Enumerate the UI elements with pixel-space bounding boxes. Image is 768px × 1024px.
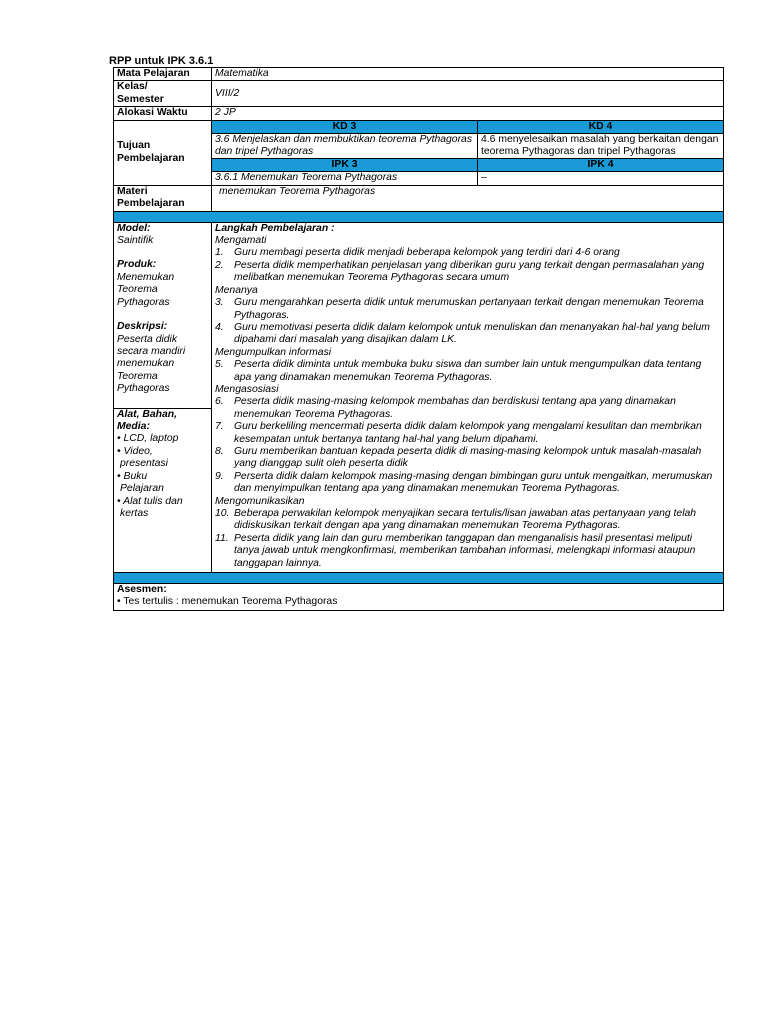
row-kegiatan (114, 222, 724, 572)
band-1 (114, 211, 724, 222)
step-item (215, 260, 720, 285)
alat-item: • Alat tulis dan (117, 495, 183, 507)
steps-list (215, 396, 720, 495)
phase-menanya: Menanya (215, 284, 258, 296)
step-number: 6. (215, 396, 224, 408)
langkah-heading: Langkah Pembelajaran : (215, 222, 335, 234)
deskripsi-label: Deskripsi: (117, 321, 168, 333)
ipk4-text: – (478, 172, 724, 185)
alat-item: Pelajaran (120, 483, 164, 495)
kd4-header: KD 4 (478, 120, 724, 133)
kelas-value: VIII/2 (212, 81, 724, 107)
row-mata-pelajaran (114, 68, 724, 81)
step-text: Guru mengarahkan peserta didik untuk merumuskan pertanyaan terkait dengan menemukan Teorema Pythagoras. (234, 297, 704, 321)
mapel-label: Mata Pelajaran (114, 68, 212, 81)
document-title: RPP untuk IPK 3.6.1 (109, 55, 214, 67)
materi-label (114, 185, 212, 211)
deskripsi-line: Pythagoras (117, 383, 170, 395)
step-number: 9. (215, 470, 224, 482)
step-text: Beberapa perwakilan kelompok menyajikan secara tertulis/lisan jawaban atas pertanyaan yang telah didiskusikan terkait dengan apa yang dinamakan menemukan Teorema Pythagoras. (234, 508, 697, 532)
deskripsi-line: Peserta didik (117, 333, 178, 345)
step-text: Guru berkeliling mencermati peserta didik dalam kelompok yang mengalami kesulitan dan membrikan kesempatan untuk bertanya tantang hal-hal yang belum dipahami. (234, 421, 702, 445)
step-item (215, 297, 720, 322)
step-number: 11. (215, 532, 229, 544)
alat-label-line1: Alat, Bahan, (117, 408, 178, 420)
alat-item: • Buku (117, 470, 148, 482)
alokasi-value: 2 JP (212, 107, 724, 120)
asesmen-label: Asesmen: (117, 584, 167, 596)
phase-mengumpulkan: Mengumpulkan informasi (215, 346, 332, 358)
steps-list (215, 247, 720, 284)
produk-line: Teorema (117, 284, 158, 296)
steps-list (215, 359, 720, 384)
deskripsi-line: Teorema (117, 370, 158, 382)
materi-label-line2: Pembelajaran (117, 198, 185, 210)
step-text: Guru membagi peserta didik menjadi beberapa kelompok yang terdiri dari 4-6 orang (234, 247, 620, 259)
kd3-text: 3.6 Menjelaskan dan membuktikan teorema Pythagoras dan tripel Pythagoras (212, 133, 478, 159)
kelas-label (114, 81, 212, 107)
band-2 (114, 573, 724, 584)
kelas-label-line1: Kelas/ (117, 81, 148, 93)
step-item (215, 322, 720, 347)
produk-label: Produk: (117, 259, 157, 271)
step-item (215, 421, 720, 446)
steps-list (215, 297, 720, 347)
tujuan-label (114, 120, 212, 185)
alat-label-line2: Media: (117, 421, 150, 433)
rpp-table (113, 67, 724, 611)
tujuan-label-line2: Pembelajaran (117, 152, 185, 164)
step-text: Guru memberikan bantuan kepada peserta didik di masing-masing kelompok untuk masalah-masalah yang dianggap sulit oleh peserta didik (234, 445, 702, 470)
steps-list (215, 508, 720, 570)
step-item (215, 471, 720, 496)
step-number: 10. (215, 508, 230, 519)
kd4-text: 4.6 menyelesaikan masalah yang berkaitan dengan teorema Pythagoras dan tripel Pythagoras (478, 133, 724, 159)
step-number: 1. (215, 247, 224, 259)
alat-block (114, 409, 211, 521)
produk-line: Menemukan (117, 271, 175, 283)
tujuan-label-line1: Tujuan (117, 140, 151, 152)
phase-mengasosiasi: Mengasosiasi (215, 383, 279, 395)
step-item (215, 508, 720, 533)
model-value: Saintifik (117, 235, 154, 247)
row-kelas (114, 81, 724, 107)
materi-label-line1: Materi (117, 185, 148, 197)
step-item (215, 247, 720, 259)
deskripsi-line: menemukan (117, 358, 175, 370)
alat-item: presentasi (120, 458, 168, 470)
step-number: 7. (215, 421, 224, 433)
row-asesmen (114, 584, 724, 611)
step-item (215, 359, 720, 384)
step-item (215, 533, 720, 570)
row-alokasi (114, 107, 724, 120)
step-text: Peserta didik masing-masing kelompok membahas dan berdiskusi tentang apa yang dinamakan menemukan Teorema Pythagoras. (234, 396, 676, 420)
section-band (114, 211, 724, 222)
step-number: 5. (215, 359, 224, 371)
materi-value: menemukan Teorema Pythagoras (212, 185, 724, 211)
phase-mengamati: Mengamati (215, 235, 267, 247)
asesmen-item: • Tes tertulis : menemukan Teorema Pythagoras (117, 596, 338, 608)
mapel-value: Matematika (212, 68, 724, 81)
step-text: Guru memotivasi peserta didik dalam kelompok untuk menuliskan dan menanyakan hal-hal yang belum dipahami dari masalah yang disajikan dalam LK. (234, 321, 710, 346)
row-tujuan-kd-header (114, 120, 724, 133)
step-text: Peserta didik yang lain dan guru memberikan tanggapan dan menganalisis hasil presentasi meliputi tanya jawab untuk mengkonfirmasi, memberikan tambahan informasi, melengkapi informasi ataupun tanggapan lainnya. (234, 532, 696, 569)
step-number: 4. (215, 321, 224, 333)
langkah-column (212, 222, 724, 572)
kelas-label-line2: Semester (117, 93, 164, 105)
model-label: Model: (117, 222, 151, 234)
model-block (114, 223, 211, 409)
step-item (215, 396, 720, 421)
step-number: 3. (215, 297, 224, 309)
deskripsi-line: secara mandiri (117, 345, 186, 357)
step-text: Perserta didik dalam kelompok masing-masing dengan bimbingan guru untuk mengaitkan, merumuskan dan menyimpulkan tentang apa yang dinamakan menemukan Teorema Pythagoras. (234, 470, 713, 495)
alokasi-label: Alokasi Waktu (114, 107, 212, 120)
produk-line: Pythagoras (117, 296, 170, 308)
step-number: 8. (215, 445, 224, 457)
row-materi (114, 185, 724, 211)
section-band (114, 573, 724, 584)
ipk3-header: IPK 3 (212, 159, 478, 172)
kd3-header: KD 3 (212, 120, 478, 133)
alat-item: kertas (120, 507, 149, 519)
step-number: 2. (215, 259, 224, 271)
step-text: Peserta didik memperhatikan penjelasan yang diberikan guru yang terkait dengan permasalahan yang melibatkan menemukan Teorema Pythagoras secara umum (234, 259, 705, 284)
alat-item: • LCD, laptop (117, 433, 179, 445)
phase-mengomunikasikan: Mengomunikasikan (215, 495, 305, 507)
alat-item: • Video, (117, 445, 153, 457)
left-column (114, 222, 212, 572)
step-item (215, 446, 720, 471)
asesmen-cell (114, 584, 724, 611)
ipk3-text: 3.6.1 Menemukan Teorema Pythagoras (212, 172, 478, 185)
step-text: Peserta didik diminta untuk membuka buku siswa dan sumber lain untuk mengumpulkan data tentang apa yang dinamakan menemukan Teorema Pythagoras. (234, 359, 702, 383)
ipk4-header: IPK 4 (478, 159, 724, 172)
